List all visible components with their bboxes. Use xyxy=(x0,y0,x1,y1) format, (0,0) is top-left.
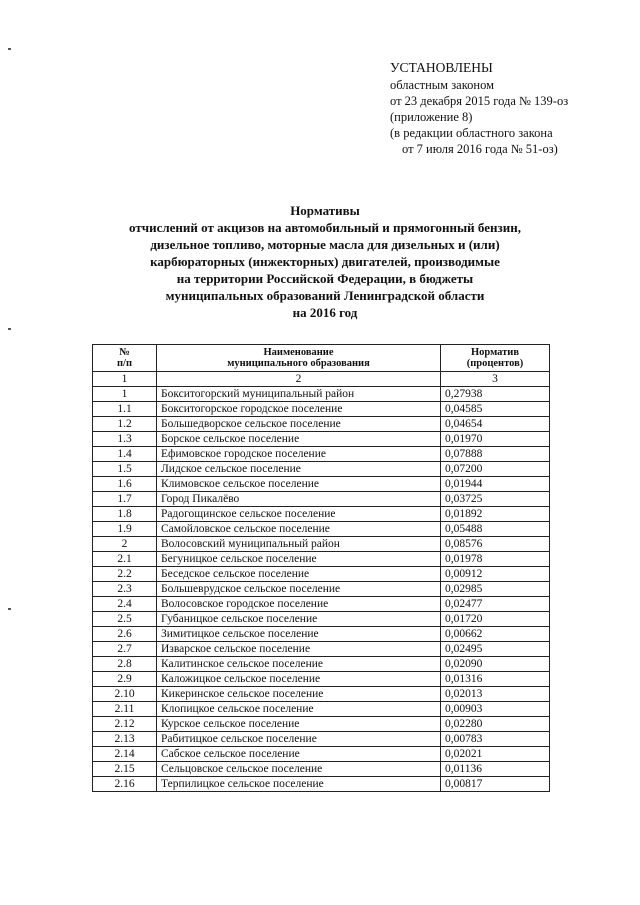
approval-line: (в редакции областного закона xyxy=(390,126,553,140)
row-number: 1.2 xyxy=(93,417,157,432)
row-norm: 0,07888 xyxy=(441,447,550,462)
row-number: 2.13 xyxy=(93,732,157,747)
row-norm: 0,02495 xyxy=(441,642,550,657)
title-line: дизельное топливо, моторные масла для дизельных и (или) xyxy=(150,237,500,252)
row-norm: 0,05488 xyxy=(441,522,550,537)
row-municipality: Сельцовское сельское поселение xyxy=(157,762,441,777)
table-row xyxy=(93,687,550,702)
header-number: № п/п xyxy=(93,345,157,372)
row-municipality: Самойловское сельское поселение xyxy=(157,522,441,537)
row-number: 2.6 xyxy=(93,627,157,642)
scan-dot xyxy=(8,608,11,610)
row-number: 2.3 xyxy=(93,582,157,597)
row-municipality: Калитинское сельское поселение xyxy=(157,657,441,672)
table-row xyxy=(93,477,550,492)
table-row xyxy=(93,762,550,777)
header-name: Наименование муниципального образования xyxy=(157,345,441,372)
title-line: отчислений от акцизов на автомобильный и прямогонный бензин, xyxy=(129,220,521,235)
row-municipality: Губаницкое сельское поселение xyxy=(157,612,441,627)
approval-line: от 7 июля 2016 года № 51-оз) xyxy=(402,142,558,156)
row-norm: 0,02013 xyxy=(441,687,550,702)
row-norm: 0,00912 xyxy=(441,567,550,582)
row-number: 2.7 xyxy=(93,642,157,657)
row-norm: 0,01944 xyxy=(441,477,550,492)
table-row xyxy=(93,627,550,642)
row-number: 2.12 xyxy=(93,717,157,732)
table-row xyxy=(93,582,550,597)
row-norm: 0,07200 xyxy=(441,462,550,477)
title-line: на 2016 год xyxy=(292,305,358,320)
row-norm: 0,04654 xyxy=(441,417,550,432)
row-municipality: Изварское сельское поселение xyxy=(157,642,441,657)
title-line: карбюраторных (инжекторных) двигателей, производимые xyxy=(150,254,500,269)
header-norm: Норматив (процентов) xyxy=(441,345,550,372)
row-norm: 0,00903 xyxy=(441,702,550,717)
row-municipality: Большедворское сельское поселение xyxy=(157,417,441,432)
title-line: муниципальных образований Ленинградской области xyxy=(165,288,485,303)
row-norm: 0,02021 xyxy=(441,747,550,762)
scan-dot xyxy=(8,48,11,50)
table-row xyxy=(93,552,550,567)
row-municipality: Рабитицкое сельское поселение xyxy=(157,732,441,747)
table-row xyxy=(93,522,550,537)
row-norm: 0,01892 xyxy=(441,507,550,522)
row-norm: 0,27938 xyxy=(441,387,550,402)
table-row xyxy=(93,777,550,792)
table-row xyxy=(93,657,550,672)
row-number: 2.9 xyxy=(93,672,157,687)
table-body xyxy=(93,372,550,792)
row-number: 2.10 xyxy=(93,687,157,702)
row-municipality: Бегуницкое сельское поселение xyxy=(157,552,441,567)
row-number: 2.14 xyxy=(93,747,157,762)
row-number: 1.1 xyxy=(93,402,157,417)
row-municipality: Терпилицкое сельское поселение xyxy=(157,777,441,792)
row-norm: 0,00662 xyxy=(441,627,550,642)
row-number: 1.3 xyxy=(93,432,157,447)
row-norm: 0,03725 xyxy=(441,492,550,507)
row-number: 2.16 xyxy=(93,777,157,792)
row-municipality: Зимитицкое сельское поселение xyxy=(157,627,441,642)
row-municipality: Волосовский муниципальный район xyxy=(157,537,441,552)
column-index: 3 xyxy=(441,372,550,387)
row-number: 2.4 xyxy=(93,597,157,612)
row-municipality: Кикеринское сельское поселение xyxy=(157,687,441,702)
row-municipality: Бокситогорский муниципальный район xyxy=(157,387,441,402)
table-header-row xyxy=(93,345,550,372)
row-number: 2.8 xyxy=(93,657,157,672)
row-number: 2.15 xyxy=(93,762,157,777)
row-municipality: Лидское сельское поселение xyxy=(157,462,441,477)
row-municipality: Борское сельское поселение xyxy=(157,432,441,447)
table-row xyxy=(93,702,550,717)
table-row xyxy=(93,567,550,582)
scan-dot xyxy=(8,328,11,330)
row-norm: 0,01136 xyxy=(441,762,550,777)
row-municipality: Курское сельское поселение xyxy=(157,717,441,732)
row-municipality: Каложицкое сельское поселение xyxy=(157,672,441,687)
table-row xyxy=(93,732,550,747)
table-row xyxy=(93,642,550,657)
row-municipality: Радогощинское сельское поселение xyxy=(157,507,441,522)
row-municipality: Город Пикалёво xyxy=(157,492,441,507)
row-municipality: Большеврудское сельское поселение xyxy=(157,582,441,597)
table-row xyxy=(93,507,550,522)
row-municipality: Беседское сельское поселение xyxy=(157,567,441,582)
table-row xyxy=(93,447,550,462)
title-line: на территории Российской Федерации, в бюджеты xyxy=(176,271,474,286)
row-municipality: Климовское сельское поселение xyxy=(157,477,441,492)
table-row xyxy=(93,717,550,732)
row-norm: 0,00783 xyxy=(441,732,550,747)
table-row xyxy=(93,492,550,507)
approval-line: областным законом xyxy=(390,78,495,92)
document-title xyxy=(70,202,580,321)
row-norm: 0,02280 xyxy=(441,717,550,732)
table-row xyxy=(93,672,550,687)
column-index: 1 xyxy=(93,372,157,387)
table-row xyxy=(93,402,550,417)
row-norm: 0,00817 xyxy=(441,777,550,792)
row-number: 1.7 xyxy=(93,492,157,507)
row-number: 1.6 xyxy=(93,477,157,492)
row-municipality: Ефимовское городское поселение xyxy=(157,447,441,462)
table-row xyxy=(93,612,550,627)
row-number: 2.5 xyxy=(93,612,157,627)
row-number: 2.1 xyxy=(93,552,157,567)
row-number: 1.4 xyxy=(93,447,157,462)
table-row xyxy=(93,597,550,612)
row-norm: 0,01720 xyxy=(441,612,550,627)
column-index: 2 xyxy=(157,372,441,387)
table-row xyxy=(93,417,550,432)
table-row xyxy=(93,432,550,447)
row-number: 2.11 xyxy=(93,702,157,717)
row-norm: 0,04585 xyxy=(441,402,550,417)
table-row xyxy=(93,387,550,402)
row-municipality: Волосовское городское поселение xyxy=(157,597,441,612)
approval-line: (приложение 8) xyxy=(390,110,473,124)
row-norm: 0,02477 xyxy=(441,597,550,612)
row-number: 1.9 xyxy=(93,522,157,537)
row-municipality: Клопицкое сельское поселение xyxy=(157,702,441,717)
row-municipality: Бокситогорское городское поселение xyxy=(157,402,441,417)
table-row xyxy=(93,747,550,762)
row-norm: 0,01978 xyxy=(441,552,550,567)
row-number: 2.2 xyxy=(93,567,157,582)
row-norm: 0,02090 xyxy=(441,657,550,672)
row-norm: 0,02985 xyxy=(441,582,550,597)
row-number: 2 xyxy=(93,537,157,552)
row-norm: 0,08576 xyxy=(441,537,550,552)
row-number: 1 xyxy=(93,387,157,402)
row-norm: 0,01316 xyxy=(441,672,550,687)
approval-line: от 23 декабря 2015 года № 139-оз xyxy=(390,94,569,108)
column-index-row xyxy=(93,372,550,387)
row-norm: 0,01970 xyxy=(441,432,550,447)
row-municipality: Сабское сельское поселение xyxy=(157,747,441,762)
row-number: 1.5 xyxy=(93,462,157,477)
title-line: Нормативы xyxy=(290,203,360,218)
norms-table xyxy=(92,344,550,792)
approval-heading: УСТАНОВЛЕНЫ xyxy=(390,60,493,75)
table-row xyxy=(93,462,550,477)
table-row xyxy=(93,537,550,552)
row-number: 1.8 xyxy=(93,507,157,522)
approval-stamp xyxy=(390,60,568,157)
